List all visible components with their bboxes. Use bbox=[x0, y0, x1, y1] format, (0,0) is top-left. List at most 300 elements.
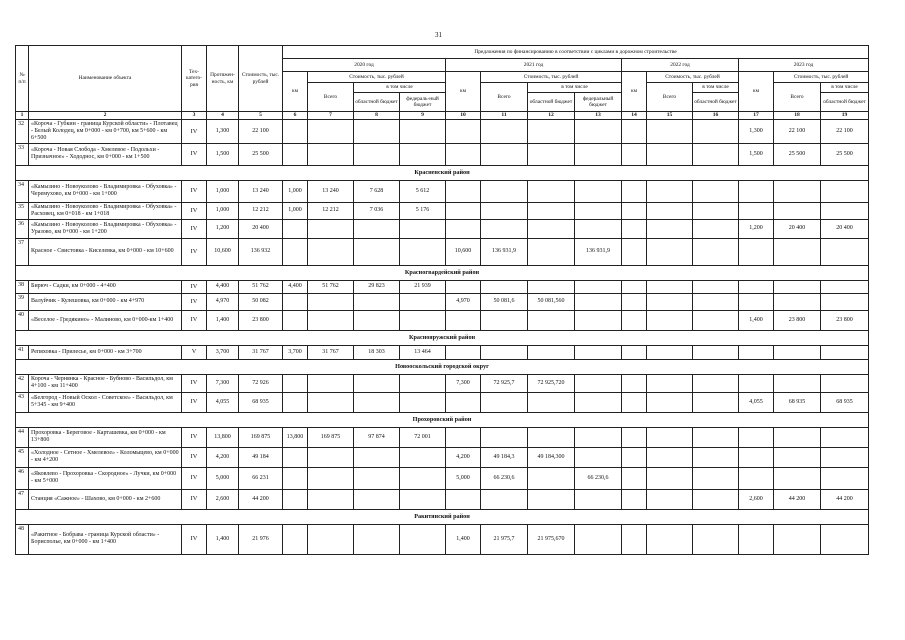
total-cost: 13 240 bbox=[239, 180, 283, 202]
funding-value bbox=[622, 219, 647, 238]
funding-value bbox=[283, 219, 308, 238]
column-number: 7 bbox=[308, 112, 354, 120]
funding-value bbox=[739, 467, 774, 489]
header-2021: 2021 год bbox=[446, 59, 622, 72]
funding-value bbox=[400, 143, 446, 165]
funding-value bbox=[774, 345, 821, 359]
header-2022: 2022 год bbox=[622, 59, 739, 72]
funding-value bbox=[622, 345, 647, 359]
column-number: 11 bbox=[481, 112, 528, 120]
tech-category: IV bbox=[182, 180, 207, 202]
funding-value bbox=[821, 447, 869, 467]
column-number: 8 bbox=[354, 112, 400, 120]
header-2023-incl-group bbox=[821, 83, 869, 112]
funding-value: 7 036 bbox=[354, 202, 400, 219]
object-name: «Камызино - Новоуколово - Владимировка - Обуховка» - Уразово, км 0+000 - км 1+200 bbox=[29, 219, 182, 238]
tech-category: IV bbox=[182, 202, 207, 219]
funding-value bbox=[647, 345, 693, 359]
funding-value bbox=[308, 310, 354, 330]
funding-value bbox=[575, 345, 622, 359]
funding-value bbox=[693, 180, 739, 202]
length-km: 4,200 bbox=[207, 447, 239, 467]
header-cost: Стоимость, тыс. рублей bbox=[239, 46, 283, 112]
funding-value: 1,000 bbox=[283, 202, 308, 219]
funding-value bbox=[693, 238, 739, 265]
funding-value: 21 939 bbox=[400, 280, 446, 293]
tech-category: IV bbox=[182, 447, 207, 467]
row-number: 42 bbox=[16, 374, 29, 392]
funding-value bbox=[283, 374, 308, 392]
funding-value bbox=[481, 427, 528, 447]
district-name: Краснояружский район bbox=[16, 330, 869, 345]
funding-value bbox=[446, 345, 481, 359]
header-2022-cost: Стоимость, тыс. рублей bbox=[647, 72, 739, 83]
length-km: 2,600 bbox=[207, 489, 239, 509]
funding-value bbox=[283, 489, 308, 509]
column-number: 9 bbox=[400, 112, 446, 120]
funding-value bbox=[446, 180, 481, 202]
object-name: «Короча - Новая Слобода - Хмелевое - Подольхи - Призначное» - Хододнос, км 0+000 - км 1+500 bbox=[29, 143, 182, 165]
header-2022-incl: в том числе bbox=[693, 83, 738, 93]
funding-value bbox=[622, 467, 647, 489]
table-row bbox=[16, 310, 869, 330]
header-2021-incl-group bbox=[528, 83, 622, 112]
row-number: 37 bbox=[16, 238, 29, 265]
length-km: 1,000 bbox=[207, 202, 239, 219]
length-km: 1,400 bbox=[207, 524, 239, 554]
funding-value bbox=[821, 280, 869, 293]
funding-value bbox=[622, 293, 647, 310]
funding-value bbox=[481, 345, 528, 359]
funding-value bbox=[308, 447, 354, 467]
funding-value bbox=[774, 374, 821, 392]
funding-value: 97 874 bbox=[354, 427, 400, 447]
object-name: Репяховка - Прилесье, км 0+000 - км 3+700 bbox=[29, 345, 182, 359]
funding-value: 31 767 bbox=[308, 345, 354, 359]
funding-value bbox=[283, 524, 308, 554]
funding-value: 49 184,300 bbox=[528, 447, 575, 467]
funding-value bbox=[821, 202, 869, 219]
funding-value bbox=[693, 202, 739, 219]
funding-value: 1,000 bbox=[283, 180, 308, 202]
table-row bbox=[16, 427, 869, 447]
funding-value bbox=[308, 524, 354, 554]
funding-value: 13 240 bbox=[308, 180, 354, 202]
table-row bbox=[16, 392, 869, 412]
header-2023-km: км bbox=[739, 72, 774, 112]
funding-value bbox=[821, 180, 869, 202]
funding-value bbox=[354, 310, 400, 330]
district-row bbox=[16, 509, 869, 524]
funding-value bbox=[446, 202, 481, 219]
row-number: 44 bbox=[16, 427, 29, 447]
funding-value bbox=[774, 202, 821, 219]
funding-value: 72 001 bbox=[400, 427, 446, 447]
funding-value bbox=[647, 120, 693, 144]
funding-value bbox=[647, 447, 693, 467]
funding-value bbox=[693, 524, 739, 554]
funding-value bbox=[774, 293, 821, 310]
funding-value: 21 975,7 bbox=[481, 524, 528, 554]
column-number-row bbox=[16, 112, 869, 120]
object-name: Красное - Свистовка - Киселевка, км 0+000 - км 10+600 bbox=[29, 238, 182, 265]
column-number: 1 bbox=[16, 112, 29, 120]
funding-value bbox=[622, 524, 647, 554]
header-2020-incl-group bbox=[354, 83, 446, 112]
funding-value: 4,400 bbox=[283, 280, 308, 293]
funding-value: 1,400 bbox=[446, 524, 481, 554]
funding-value bbox=[308, 120, 354, 144]
funding-value bbox=[774, 427, 821, 447]
table-row bbox=[16, 143, 869, 165]
funding-value bbox=[575, 427, 622, 447]
funding-value: 7,300 bbox=[446, 374, 481, 392]
funding-value bbox=[647, 280, 693, 293]
funding-value bbox=[622, 447, 647, 467]
funding-value: 12 212 bbox=[308, 202, 354, 219]
tech-category: IV bbox=[182, 280, 207, 293]
funding-value bbox=[647, 143, 693, 165]
object-name: «Ракитное - Бобрава - граница Курской области» - Борисполье, км 0+000 - км 1+400 bbox=[29, 524, 182, 554]
district-row bbox=[16, 265, 869, 280]
funding-value bbox=[283, 392, 308, 412]
district-row bbox=[16, 359, 869, 374]
funding-value bbox=[739, 345, 774, 359]
header-2023-total: Всего bbox=[774, 83, 821, 112]
funding-value bbox=[774, 467, 821, 489]
funding-value: 7 628 bbox=[354, 180, 400, 202]
funding-value bbox=[693, 143, 739, 165]
funding-value: 5 176 bbox=[400, 202, 446, 219]
funding-value bbox=[774, 238, 821, 265]
length-km: 13,800 bbox=[207, 427, 239, 447]
object-name: «Камызино - Новоуколово - Владимировка - Обуховка» - Черемухово, км 0+000 - км 1+000 bbox=[29, 180, 182, 202]
funding-value bbox=[821, 374, 869, 392]
header-2020-incl: в том числе bbox=[354, 83, 445, 93]
header-2020-total: Всего bbox=[308, 83, 354, 112]
total-cost: 51 762 bbox=[239, 280, 283, 293]
funding-value bbox=[739, 238, 774, 265]
tech-category: IV bbox=[182, 219, 207, 238]
funding-value bbox=[528, 345, 575, 359]
funding-value bbox=[400, 467, 446, 489]
funding-value bbox=[774, 447, 821, 467]
funding-value bbox=[693, 345, 739, 359]
funding-value bbox=[774, 180, 821, 202]
funding-value: 66 230,6 bbox=[575, 467, 622, 489]
row-number: 39 bbox=[16, 293, 29, 310]
district-row bbox=[16, 330, 869, 345]
row-number: 36 bbox=[16, 219, 29, 238]
funding-value bbox=[283, 238, 308, 265]
funding-value bbox=[400, 524, 446, 554]
funding-value: 51 762 bbox=[308, 280, 354, 293]
funding-value bbox=[622, 392, 647, 412]
funding-value bbox=[528, 219, 575, 238]
funding-value: 44 200 bbox=[774, 489, 821, 509]
funding-value bbox=[575, 280, 622, 293]
funding-value bbox=[622, 427, 647, 447]
funding-value bbox=[481, 219, 528, 238]
table-row bbox=[16, 345, 869, 359]
funding-value: 72 925,7 bbox=[481, 374, 528, 392]
length-km: 4,055 bbox=[207, 392, 239, 412]
funding-value bbox=[446, 143, 481, 165]
total-cost: 49 184 bbox=[239, 447, 283, 467]
total-cost: 22 100 bbox=[239, 120, 283, 144]
length-km: 5,000 bbox=[207, 467, 239, 489]
funding-value bbox=[575, 374, 622, 392]
funding-value bbox=[693, 392, 739, 412]
funding-value: 44 200 bbox=[821, 489, 869, 509]
column-number: 18 bbox=[774, 112, 821, 120]
funding-value: 4,200 bbox=[446, 447, 481, 467]
length-km: 1,500 bbox=[207, 143, 239, 165]
funding-value: 169 875 bbox=[308, 427, 354, 447]
header-2020-cost: Стоимость, тыс. рублей bbox=[308, 72, 446, 83]
funding-value bbox=[400, 489, 446, 509]
funding-value bbox=[308, 374, 354, 392]
funding-value bbox=[693, 120, 739, 144]
funding-value bbox=[400, 374, 446, 392]
table-row bbox=[16, 374, 869, 392]
total-cost: 169 875 bbox=[239, 427, 283, 447]
tech-category: IV bbox=[182, 293, 207, 310]
funding-value bbox=[647, 374, 693, 392]
funding-value: 1,300 bbox=[739, 120, 774, 144]
header-2022-regional: областной бюджет bbox=[694, 98, 737, 105]
funding-value bbox=[821, 467, 869, 489]
header-2021-regional: областной бюджет bbox=[528, 93, 575, 111]
funding-value bbox=[354, 374, 400, 392]
tech-category: IV bbox=[182, 310, 207, 330]
length-km: 1,300 bbox=[207, 120, 239, 144]
tech-category: IV bbox=[182, 467, 207, 489]
funding-value bbox=[821, 293, 869, 310]
funding-value bbox=[308, 467, 354, 489]
funding-value bbox=[821, 345, 869, 359]
funding-value: 136 931,9 bbox=[481, 238, 528, 265]
column-number: 13 bbox=[575, 112, 622, 120]
length-km: 4,400 bbox=[207, 280, 239, 293]
funding-value: 1,500 bbox=[739, 143, 774, 165]
object-name: «Белгород - Новый Оскол - Советское» - Васильдол, км 5+345 - км 9+400 bbox=[29, 392, 182, 412]
funding-value bbox=[622, 374, 647, 392]
header-2021-km: км bbox=[446, 72, 481, 112]
funding-value bbox=[481, 180, 528, 202]
funding-value: 13 464 bbox=[400, 345, 446, 359]
funding-value: 25 500 bbox=[774, 143, 821, 165]
table-row bbox=[16, 524, 869, 554]
header-2022-incl-group bbox=[693, 83, 739, 112]
header-2020-km: км bbox=[283, 72, 308, 112]
funding-value bbox=[283, 293, 308, 310]
object-name: «Яковлево - Прохоровка - Скородное» - Лучки, км 0+000 - км 5+000 bbox=[29, 467, 182, 489]
row-number: 32 bbox=[16, 120, 29, 144]
funding-value: 1,400 bbox=[739, 310, 774, 330]
funding-value bbox=[308, 392, 354, 412]
total-cost: 68 935 bbox=[239, 392, 283, 412]
funding-value bbox=[528, 280, 575, 293]
funding-value bbox=[575, 447, 622, 467]
object-name: «Короча - Губкин - граница Курской области» - Плотавец - Белый Колодец, км 0+000 - км 0+700, км 5+600 - км 6+500 bbox=[29, 120, 182, 144]
object-name: «Камызино - Новоуколово - Владимировка - Обуховка» - Расховец, км 0+018 - км 1+018 bbox=[29, 202, 182, 219]
funding-value: 68 935 bbox=[774, 392, 821, 412]
funding-value bbox=[739, 524, 774, 554]
funding-value bbox=[622, 143, 647, 165]
funding-value bbox=[575, 120, 622, 144]
funding-value bbox=[528, 180, 575, 202]
funding-value: 21 975,670 bbox=[528, 524, 575, 554]
funding-value: 20 400 bbox=[821, 219, 869, 238]
length-km: 4,970 bbox=[207, 293, 239, 310]
district-name: Прохоровский район bbox=[16, 412, 869, 427]
funding-value: 22 100 bbox=[821, 120, 869, 144]
funding-value bbox=[354, 238, 400, 265]
funding-value bbox=[647, 310, 693, 330]
funding-value bbox=[774, 524, 821, 554]
funding-value bbox=[446, 310, 481, 330]
tech-category: V bbox=[182, 345, 207, 359]
funding-value bbox=[481, 202, 528, 219]
funding-value bbox=[739, 374, 774, 392]
funding-value bbox=[575, 219, 622, 238]
funding-value bbox=[739, 180, 774, 202]
page-number: 31 bbox=[435, 31, 442, 39]
column-number: 2 bbox=[29, 112, 182, 120]
funding-value bbox=[528, 467, 575, 489]
row-number: 41 bbox=[16, 345, 29, 359]
row-number: 46 bbox=[16, 467, 29, 489]
funding-value: 3,700 bbox=[283, 345, 308, 359]
funding-value bbox=[575, 143, 622, 165]
funding-value: 136 931,9 bbox=[575, 238, 622, 265]
funding-value bbox=[528, 120, 575, 144]
funding-value bbox=[446, 219, 481, 238]
funding-value bbox=[400, 120, 446, 144]
row-number: 33 bbox=[16, 143, 29, 165]
column-number: 5 bbox=[239, 112, 283, 120]
road-financing-table bbox=[15, 45, 869, 555]
funding-value bbox=[622, 280, 647, 293]
header-2023-cost: Стоимость, тыс. рублей bbox=[774, 72, 869, 83]
column-number: 12 bbox=[528, 112, 575, 120]
funding-value bbox=[622, 180, 647, 202]
funding-value bbox=[283, 467, 308, 489]
tech-category: IV bbox=[182, 392, 207, 412]
funding-value bbox=[481, 120, 528, 144]
column-number: 10 bbox=[446, 112, 481, 120]
table-row bbox=[16, 202, 869, 219]
funding-value bbox=[308, 293, 354, 310]
funding-value bbox=[481, 489, 528, 509]
table-row bbox=[16, 467, 869, 489]
funding-value bbox=[528, 310, 575, 330]
district-name: Красногвардейский район bbox=[16, 265, 869, 280]
funding-value: 4,970 bbox=[446, 293, 481, 310]
header-2022-total: Всего bbox=[647, 83, 693, 112]
funding-value bbox=[283, 120, 308, 144]
table-row bbox=[16, 219, 869, 238]
funding-value bbox=[400, 392, 446, 412]
table-row bbox=[16, 447, 869, 467]
table-row bbox=[16, 489, 869, 509]
funding-value bbox=[622, 202, 647, 219]
header-category: Тех-катего-рия bbox=[182, 46, 207, 112]
total-cost: 50 082 bbox=[239, 293, 283, 310]
header-2023: 2023 год bbox=[739, 59, 869, 72]
total-cost: 136 932 bbox=[239, 238, 283, 265]
funding-value bbox=[354, 467, 400, 489]
total-cost: 72 926 bbox=[239, 374, 283, 392]
funding-value bbox=[528, 202, 575, 219]
funding-value bbox=[283, 143, 308, 165]
tech-category: IV bbox=[182, 238, 207, 265]
funding-value bbox=[354, 524, 400, 554]
column-number: 14 bbox=[622, 112, 647, 120]
length-km: 1,200 bbox=[207, 219, 239, 238]
funding-value bbox=[308, 489, 354, 509]
funding-value bbox=[354, 489, 400, 509]
funding-value bbox=[693, 489, 739, 509]
funding-value bbox=[308, 143, 354, 165]
funding-value bbox=[528, 392, 575, 412]
funding-value bbox=[446, 120, 481, 144]
row-number: 34 bbox=[16, 180, 29, 202]
funding-value bbox=[528, 427, 575, 447]
length-km: 7,300 bbox=[207, 374, 239, 392]
funding-value bbox=[528, 489, 575, 509]
funding-value: 20 400 bbox=[774, 219, 821, 238]
district-row bbox=[16, 165, 869, 180]
header-length: Протяжен-ность, км bbox=[207, 46, 239, 112]
funding-value bbox=[739, 427, 774, 447]
funding-value: 25 500 bbox=[821, 143, 869, 165]
header-no: № п/п bbox=[16, 46, 29, 112]
funding-value bbox=[647, 524, 693, 554]
funding-value bbox=[739, 293, 774, 310]
tech-category: IV bbox=[182, 120, 207, 144]
funding-value bbox=[693, 310, 739, 330]
header-2020: 2020 год bbox=[283, 59, 446, 72]
header-2021-total: Всего bbox=[481, 83, 528, 112]
funding-value bbox=[575, 293, 622, 310]
table-row bbox=[16, 238, 869, 265]
row-number: 48 bbox=[16, 524, 29, 554]
funding-value bbox=[446, 392, 481, 412]
funding-value bbox=[647, 219, 693, 238]
row-number: 40 bbox=[16, 310, 29, 330]
table-row bbox=[16, 120, 869, 144]
column-number: 19 bbox=[821, 112, 869, 120]
funding-value bbox=[647, 293, 693, 310]
row-number: 35 bbox=[16, 202, 29, 219]
funding-value: 23 800 bbox=[821, 310, 869, 330]
funding-value bbox=[821, 524, 869, 554]
funding-value bbox=[528, 238, 575, 265]
funding-value: 2,600 bbox=[739, 489, 774, 509]
funding-value bbox=[693, 280, 739, 293]
column-number: 4 bbox=[207, 112, 239, 120]
funding-value bbox=[774, 280, 821, 293]
funding-value bbox=[647, 180, 693, 202]
total-cost: 23 800 bbox=[239, 310, 283, 330]
funding-value: 72 925,720 bbox=[528, 374, 575, 392]
tech-category: IV bbox=[182, 524, 207, 554]
funding-value bbox=[575, 310, 622, 330]
funding-value bbox=[354, 392, 400, 412]
funding-value bbox=[575, 392, 622, 412]
